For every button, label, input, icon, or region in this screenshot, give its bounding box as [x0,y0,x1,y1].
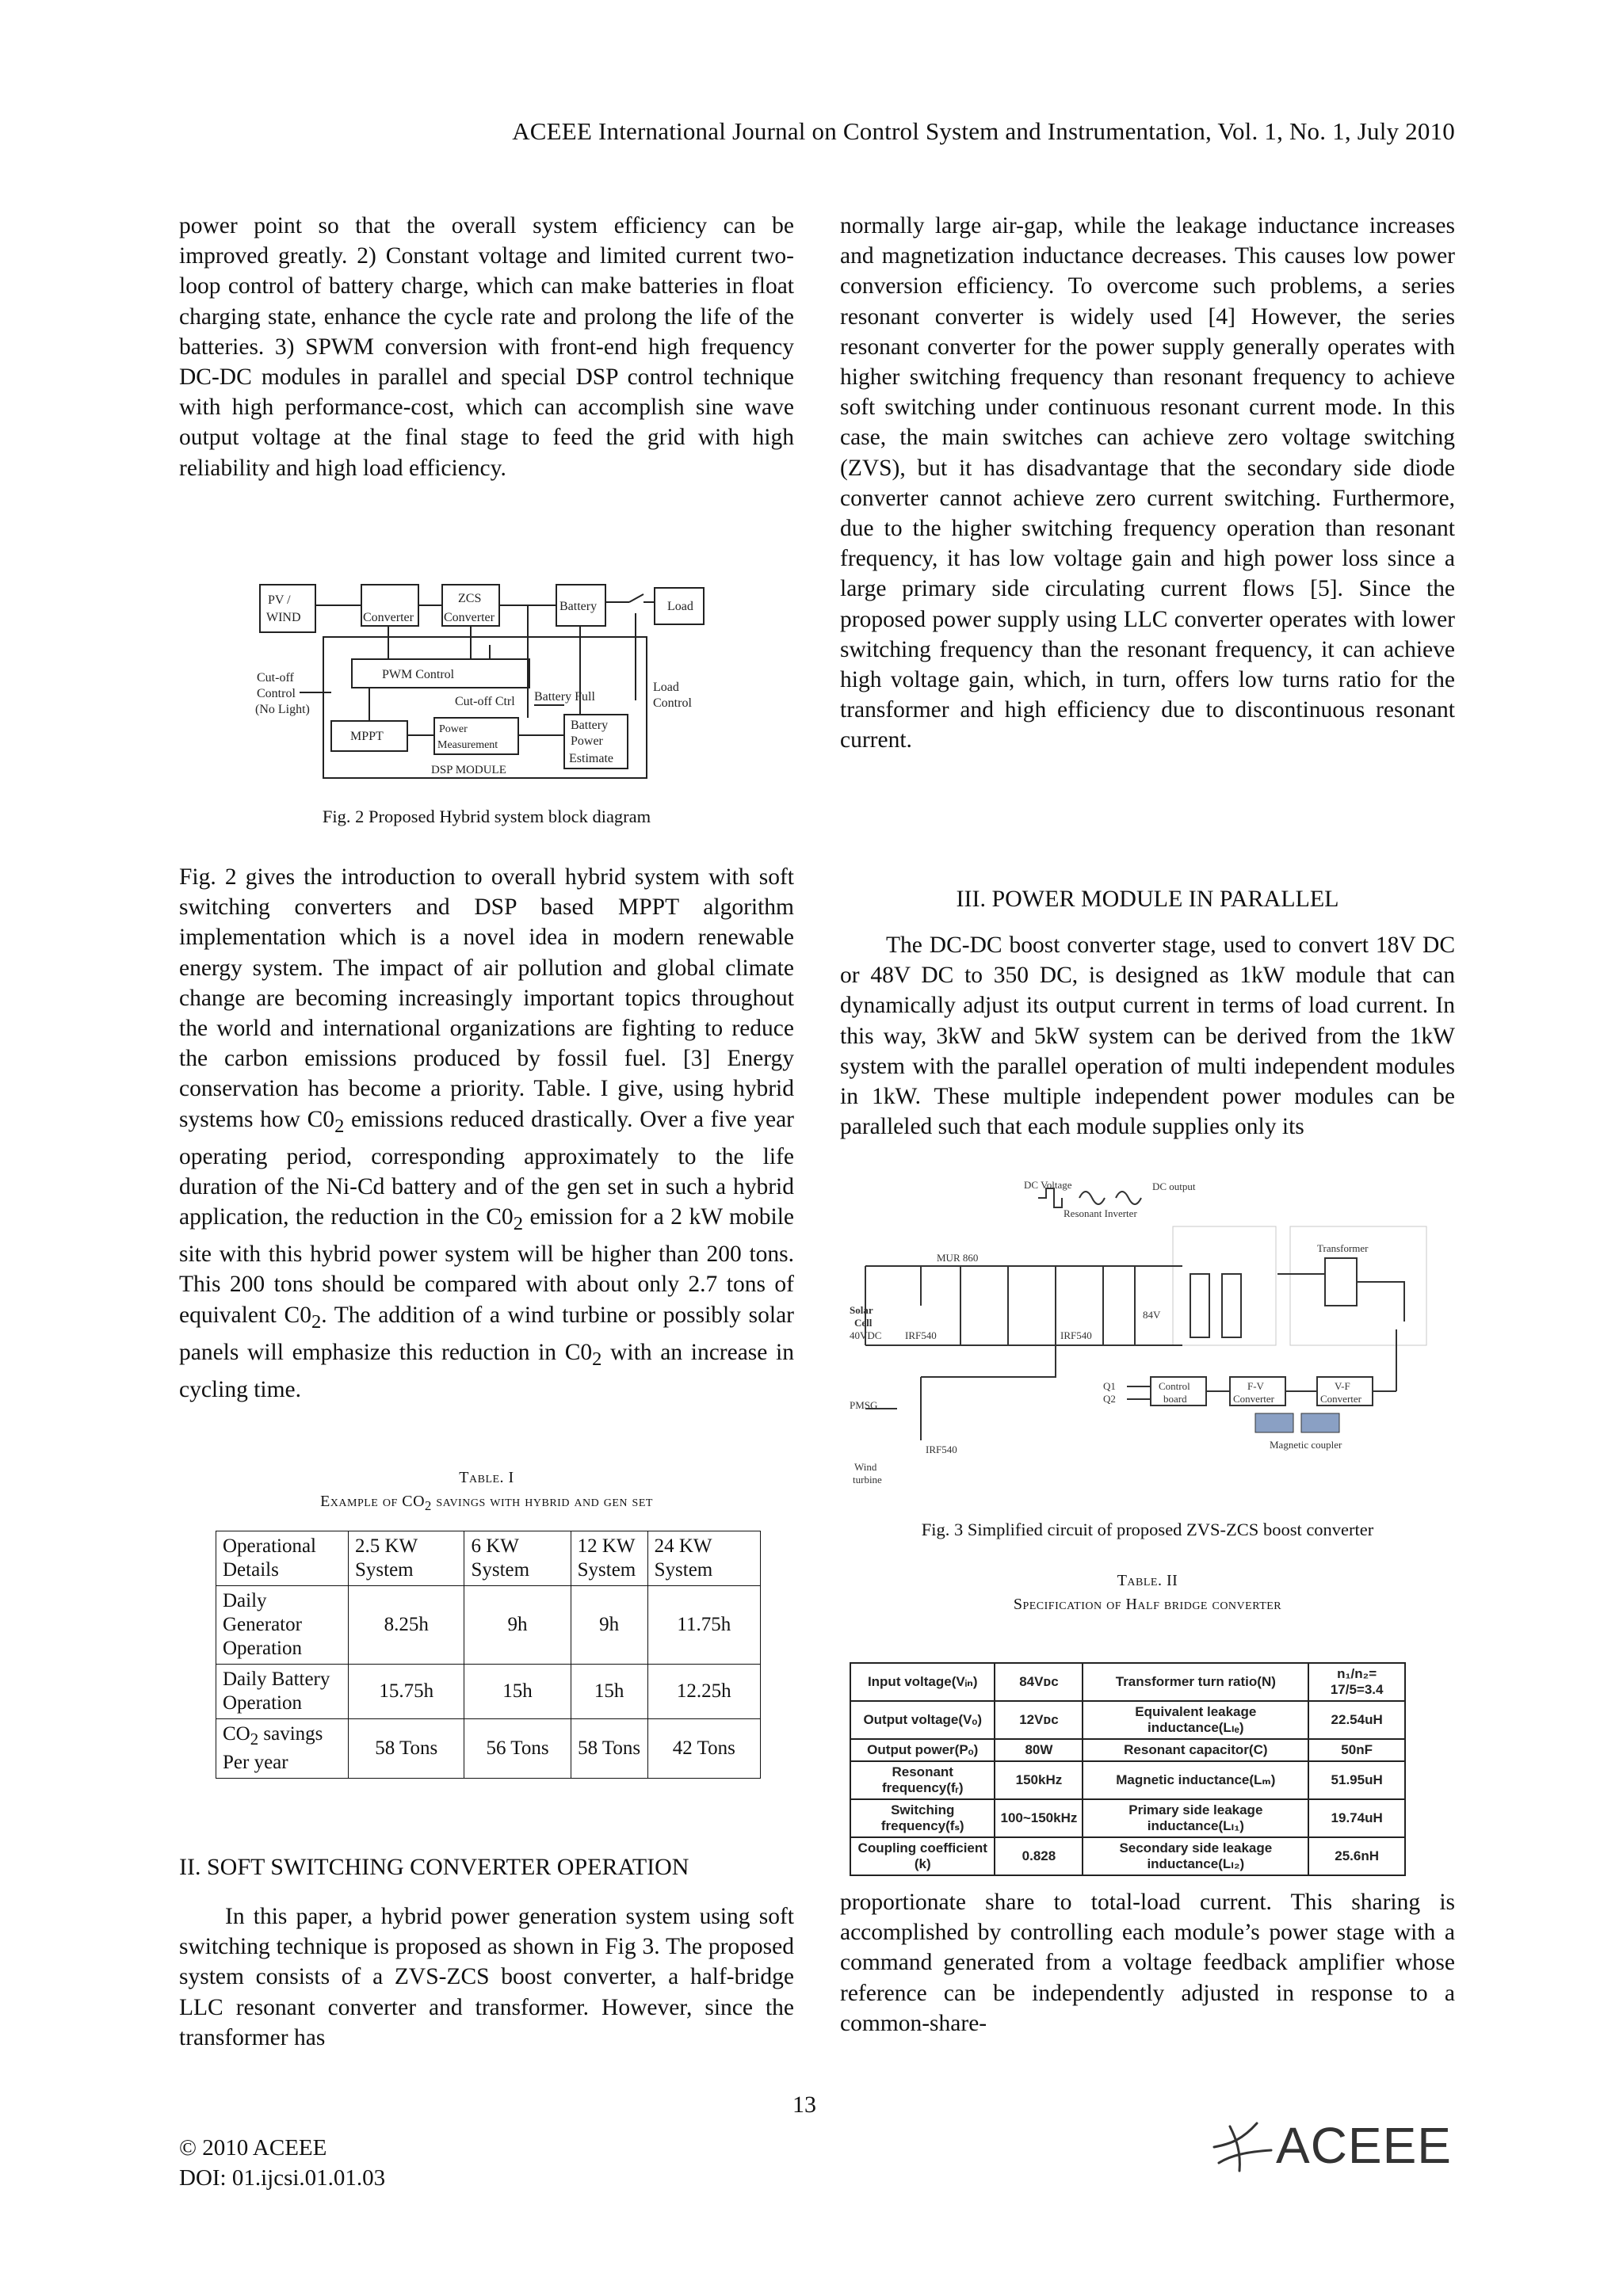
mppt-label: MPPT [350,730,384,743]
star-logo-icon [1208,2115,1276,2176]
table1-cell: 15.75h [349,1665,464,1719]
resonant-inverter-label: Resonant Inverter [1064,1207,1137,1219]
running-head: ACEEE International Journal on Control System and Instrumentation, Vol. 1, No. 1, July 2010 [512,117,1455,145]
dc-output-label: DC output [1152,1180,1196,1192]
table1-cell: 11.75h [647,1586,760,1665]
table2-cell: 22.54uH [1308,1701,1405,1739]
fv-label-2: Converter [1233,1393,1274,1405]
control-label-1: Control [1159,1380,1190,1392]
table1-row-label: Daily Generator Operation [216,1586,349,1665]
table2-cell: Output voltage(Vₒ) [850,1701,995,1739]
table2-cell: n₁/n₂= 17/5=3.4 [1308,1663,1405,1701]
wind-label: WIND [266,611,301,624]
table2-cell: 84Vᴅᴄ [995,1663,1083,1701]
battery-label: Battery [559,600,598,613]
table2-caption [840,1569,1455,1616]
wind-label-2: turbine [853,1474,882,1486]
right-column-end [840,1887,1455,2039]
table1-cell: 8.25h [349,1586,464,1665]
fig3-caption: Fig. 3 Simplified circuit of proposed ZVS-ZCS boost converter [921,1520,1374,1539]
table1-caption [179,1466,794,1518]
table1-cell: 58 Tons [349,1719,464,1779]
table1-row [216,1719,761,1779]
cutoff-label-2: Control [257,687,296,700]
fig2-block-diagram [252,574,731,784]
section2-heading: II. SOFT SWITCHING CONVERTER OPERATION [179,1854,689,1880]
v40-label: 40VDC [850,1329,882,1341]
table1-row-label: Daily Battery Operation [216,1665,349,1719]
table2-cell: Output power(Pₒ) [850,1739,995,1761]
table1-cell: 9h [571,1586,647,1665]
paragraph-right-end: proportionate share to total-load current. This sharing is accomplished by controlling each module’s power stage with a command generated from a voltage feedback amplifier whose reference can be independently adjusted in response to a common-share- [840,1890,1455,2036]
control-label-2: board [1163,1393,1187,1405]
cutoff-ctrl-label: Cut-off Ctrl [455,695,515,708]
table1 [216,1531,761,1779]
table1-header: 2.5 KW System [349,1531,464,1586]
vf-label-1: V-F [1335,1380,1350,1392]
fig3-circuit [850,1179,1434,1489]
left-column-sec2 [179,1901,794,2053]
table1-cell: 12.25h [647,1665,760,1719]
solar-label-2: Cell [854,1317,873,1329]
zcs-converter-label: Converter [444,611,495,624]
table2-title: Specification of Half bridge converter [1013,1596,1282,1613]
table1-row [216,1586,761,1665]
paragraph-intro-cont: power point so that the overall system efficiency can be improved greatly. 2) Constant voltage and limited current two-loop control of battery charge, which can make batteries in float charging state, enhance the cycle rate and prolong the life of the batteries. 3) SPWM conversion with front-end high frequency DC-DC modules in parallel and special DSP control technique with high performance-cost, which can accomplish sine wave output voltage at the final stage to feed the grid with high reliability and high load efficiency. [179,213,794,481]
irf540-label-1: IRF540 [905,1329,937,1341]
table2-cell: Resonant capacitor(C) [1083,1739,1308,1761]
table1-row-label: $CO_2$ savings Per year [216,1719,349,1779]
table1-cell: 9h [464,1586,571,1665]
table1-header: 24 KW System [647,1531,760,1586]
fig2-caption: Fig. 2 Proposed Hybrid system block diagram [322,807,651,826]
left-column-body [179,862,794,1405]
table2-cell: Input voltage(Vᵢₙ) [850,1663,995,1701]
page-number: 13 [792,2092,816,2118]
paragraph-sec3: The DC-DC boost converter stage, used to convert 18V DC or 48V DC to 350 DC, is designed as 1kW module that can dynamically adjust its output current in terms of load current. In this way, 3kW and 5kW system can be derived from the 1kW system with the parallel operation of multi independent modules in 1kW. These multiple independent power modules can be paralleled such that each module supplies only its [840,933,1455,1140]
table1-header: Operational Details [216,1531,349,1586]
table2-cell: 0.828 [995,1837,1083,1875]
right-column [840,211,1455,756]
bpe-label-3: Estimate [569,752,613,765]
table2-cell: Resonant frequency(fᵣ) [850,1761,995,1799]
paragraph-fig2-discussion: Fig. 2 gives the introduction to overall hybrid system with soft switching converters and DSP based MPPT algorithm implementation which is a novel idea in modern renewable energy system. The impact of air pollution and global climate change are becoming increasingly important topics throughout the world and international organizations are fighting to reduce the carbon emissions produced by fossil fuel. [3] Energy conservation has become a priority. Table. I give, using hybrid systems how $C0_2$ emissions reduced drastically. Over a five year operating period, corresponding approximately to the life duration of the Ni-Cd battery and of the gen set in such a hybrid application, the reduction in the $C0_2$ emission for a 2 kW mobile site with this hybrid power system will be higher than 200 tons. This 200 tons should be compared with about only 2.7 tons of equivalent $C0_2$. The addition of a wind turbine or possibly solar panels will emphasize this reduction in $C0_2$ with an increase in cycling time. [179,864,794,1402]
zvs-converter-label: Converter [363,611,414,624]
pv-label: PV / [268,593,291,607]
table1-title: Example of $CO_2$ savings with hybrid and gen set [320,1493,653,1513]
vf-label-2: Converter [1320,1393,1361,1405]
table1-header: 12 KW System [571,1531,647,1586]
bpe-label-1: Battery [571,719,609,732]
footer-block [179,2133,385,2193]
pwm-label: PWM Control [382,668,455,681]
bpe-label-2: Power [571,734,603,748]
load-ctrl-label-2: Control [653,696,692,710]
table2-cell: Equivalent leakage inductance(Lₗₑ) [1083,1701,1308,1739]
power-meas-label-2: Measurement [437,739,498,751]
table1-cell: 58 Tons [571,1719,647,1779]
cutoff-label-1: Cut-off [257,671,294,685]
irf540-label-2: IRF540 [1060,1329,1092,1341]
irf540-label-3: IRF540 [926,1444,957,1455]
pv-wind-box [260,585,315,632]
table2-cell: 12Vᴅᴄ [995,1701,1083,1739]
paragraph-right-1: normally large air-gap, while the leakage inductance increases and magnetization inductance decreases. This causes low power conversion efficiency. To overcome such problems, a series resonant converter is widely used [4] However, the series resonant converter for the power supply generally operates with higher switching frequency than resonant frequency to achieve soft switching under continuous resonant current mode. In this case, the main switches can achieve zero voltage switching (ZVS), but it has disadvantage that the secondary side diode converter cannot achieve zero current switching. Furthermore, due to the higher switching frequency operation than resonant frequency, it has low voltage gain and high power loss since a large primary side circulating current flows [5]. Since the proposed power supply using LLC converter operates with lower switching frequency than the resonant frequency, it can achieve high voltage gain, which, in turn, offers low turns ratio for the transformer and high efficiency due to discontinuous resonant current. [840,213,1455,753]
q2-label: Q2 [1103,1393,1116,1405]
copyright: © 2010 ACEEE [179,2135,327,2161]
table2-cell: 50nF [1308,1739,1405,1761]
table1-row [216,1665,761,1719]
table2-cell: 19.74uH [1308,1799,1405,1837]
table1-header: 6 KW System [464,1531,571,1586]
table1-cell: 56 Tons [464,1719,571,1779]
table2-row [850,1663,1405,1701]
load-ctrl-label-1: Load [653,681,679,694]
table1-cell: 15h [464,1665,571,1719]
section3-heading: III. POWER MODULE IN PARALLEL [956,886,1339,912]
q1-label: Q1 [1103,1380,1116,1392]
table2-cell: 100~150kHz [995,1799,1083,1837]
load-label: Load [667,600,693,613]
table2-cell: 25.6nH [1308,1837,1405,1875]
table2-cell: Transformer turn ratio(N) [1083,1663,1308,1701]
magnetic-coupler-label: Magnetic coupler [1270,1439,1342,1451]
dc-voltage-label: DC Voltage [1024,1179,1072,1191]
mur-label: MUR 860 [937,1252,979,1264]
table1-cell: 42 Tons [647,1719,760,1779]
table2-row [850,1701,1405,1739]
dsp-module-label: DSP MODULE [431,764,506,776]
table2-cell: Coupling coefficient (k) [850,1837,995,1875]
doi: DOI: 01.ijcsi.01.01.03 [179,2165,386,2191]
fv-label-1: F-V [1247,1380,1264,1392]
wind-label-1: Wind [854,1461,877,1473]
zcs-label: ZCS [458,592,482,605]
cutoff-label-3: (No Light) [255,703,310,716]
right-column-sec3 [840,930,1455,1142]
table2-row [850,1761,1405,1799]
logo-text: ACEEE [1276,2117,1452,2174]
left-column [179,211,794,483]
table2-row [850,1799,1405,1837]
table1-cell: 15h [571,1665,647,1719]
table2-cell: Secondary side leakage inductance(Lₗ₂) [1083,1837,1308,1875]
table2-label: Table. II [1117,1572,1178,1589]
table2-row [850,1837,1405,1875]
aceee-logo [1208,2115,1452,2176]
pmsg-label: PMSG [850,1399,878,1411]
paragraph-sec2: In this paper, a hybrid power generation system using soft switching technique is proposed as shown in Fig 3. The proposed system consists of a ZVS-ZCS boost converter, a half-bridge LLC resonant converter and transformer. However, since the transformer has [179,1904,794,2050]
table2-cell: Primary side leakage inductance(Lₗ₁) [1083,1799,1308,1837]
table2-cell: Switching frequency(fₛ) [850,1799,995,1837]
battery-full-label: Battery Full [534,690,595,704]
table1-label: Table. I [459,1469,514,1486]
table1-header-row [216,1531,761,1586]
table2-cell: 80W [995,1739,1083,1761]
transformer-label: Transformer [1317,1242,1369,1254]
v84-label: 84V [1143,1309,1161,1321]
table2 [850,1662,1406,1876]
table2-cell: 150kHz [995,1761,1083,1799]
table2-cell: 51.95uH [1308,1761,1405,1799]
solar-label-1: Solar [850,1304,873,1316]
table2-cell: Magnetic inductance(Lₘ) [1083,1761,1308,1799]
table2-row [850,1739,1405,1761]
power-meas-label-1: Power [439,723,468,735]
